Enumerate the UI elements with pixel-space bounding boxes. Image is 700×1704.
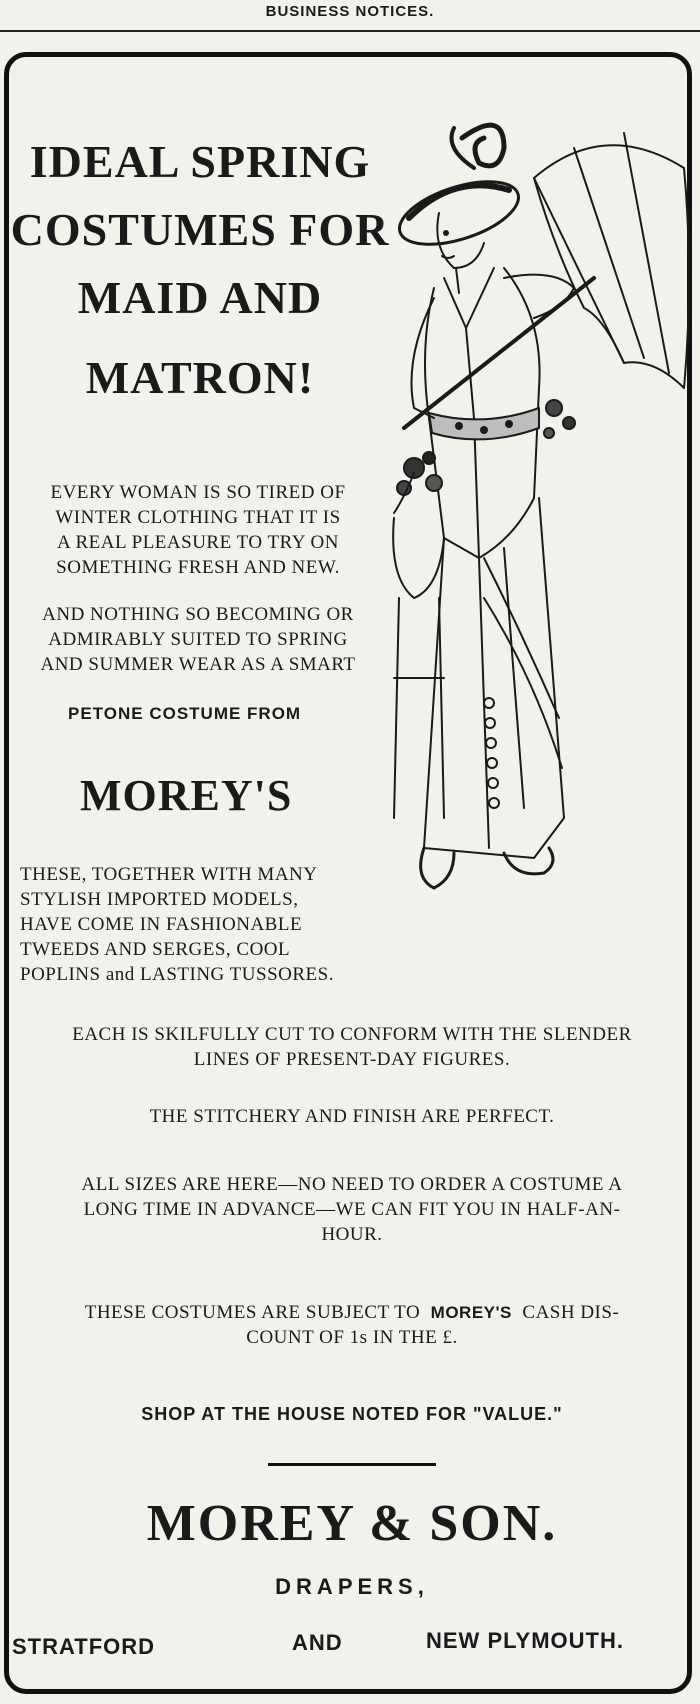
intro-paragraph-2: [8, 602, 388, 677]
footer-divider: [268, 1463, 436, 1466]
headline-line-3: MAID AND: [77, 272, 323, 323]
town-and: AND: [292, 1630, 343, 1655]
models-line-3: HAVE COME IN FASHIONABLE: [20, 914, 303, 935]
discount-paragraph: [20, 1300, 684, 1350]
trade-line: DRAPERS,: [275, 1574, 429, 1599]
cut-paragraph: [20, 1022, 684, 1072]
discount-suffix: CASH DIS-: [522, 1302, 620, 1323]
cut-line-1: EACH IS SKILFULLY CUT TO CONFORM WITH THE SLENDER: [72, 1024, 632, 1045]
models-line-1: THESE, TOGETHER WITH MANY: [20, 864, 318, 885]
lady-with-parasol-illustration: [384, 118, 696, 990]
headline-line-2: COSTUMES FOR: [10, 204, 390, 255]
models-paragraph: [20, 862, 380, 987]
brand-moreys: MOREY'S: [80, 771, 293, 820]
town-stratford: STRATFORD: [12, 1634, 156, 1659]
models-line-2: STYLISH IMPORTED MODELS,: [20, 889, 299, 910]
headline-line-1: IDEAL SPRING: [29, 136, 371, 187]
intro-p1-line-3: A REAL PLEASURE TO TRY ON: [57, 532, 339, 553]
intro-p2-line-3: AND SUMMER WEAR AS A SMART: [40, 654, 356, 675]
cut-line-2: LINES OF PRESENT-DAY FIGURES.: [193, 1049, 511, 1070]
company-name: MOREY & SON.: [146, 1495, 558, 1552]
intro-paragraph-1: [8, 480, 388, 580]
town-new-plymouth: NEW PLYMOUTH.: [426, 1628, 624, 1653]
models-line-4: TWEEDS AND SERGES, COOL: [20, 939, 291, 960]
intro-p1-line-1: EVERY WOMAN IS SO TIRED OF: [50, 482, 346, 503]
models-line-5: POPLINS and LASTING TUSSORES.: [20, 964, 334, 985]
discount-brand: MOREY'S: [430, 1303, 512, 1322]
discount-line-2: COUNT OF 1s IN THE £.: [246, 1327, 458, 1348]
header-divider: [0, 30, 700, 32]
discount-line-1: [20, 1300, 684, 1325]
discount-prefix: THESE COSTUMES ARE SUBJECT TO: [84, 1302, 421, 1323]
headline-line-4: MATRON!: [85, 352, 315, 403]
intro-p1-line-2: WINTER CLOTHING THAT IT IS: [55, 507, 341, 528]
stitchery-line: THE STITCHERY AND FINISH ARE PERFECT.: [149, 1106, 555, 1127]
intro-p2-line-2: ADMIRABLY SUITED TO SPRING: [48, 629, 348, 650]
intro-p2-line-1: AND NOTHING SO BECOMING OR: [42, 604, 354, 625]
intro-p1-line-4: SOMETHING FRESH AND NEW.: [56, 557, 340, 578]
slogan-line: SHOP AT THE HOUSE NOTED FOR "VALUE.": [141, 1404, 563, 1424]
sizes-line-3: HOUR.: [321, 1224, 383, 1245]
petone-costume-line: PETONE COSTUME FROM: [68, 704, 302, 723]
sizes-line-2: LONG TIME IN ADVANCE—WE CAN FIT YOU IN HALF-AN-: [83, 1199, 621, 1220]
sizes-line-1: ALL SIZES ARE HERE—NO NEED TO ORDER A COSTUME A: [81, 1174, 623, 1195]
sizes-paragraph: [20, 1172, 684, 1247]
section-header: BUSINESS NOTICES.: [265, 3, 435, 20]
